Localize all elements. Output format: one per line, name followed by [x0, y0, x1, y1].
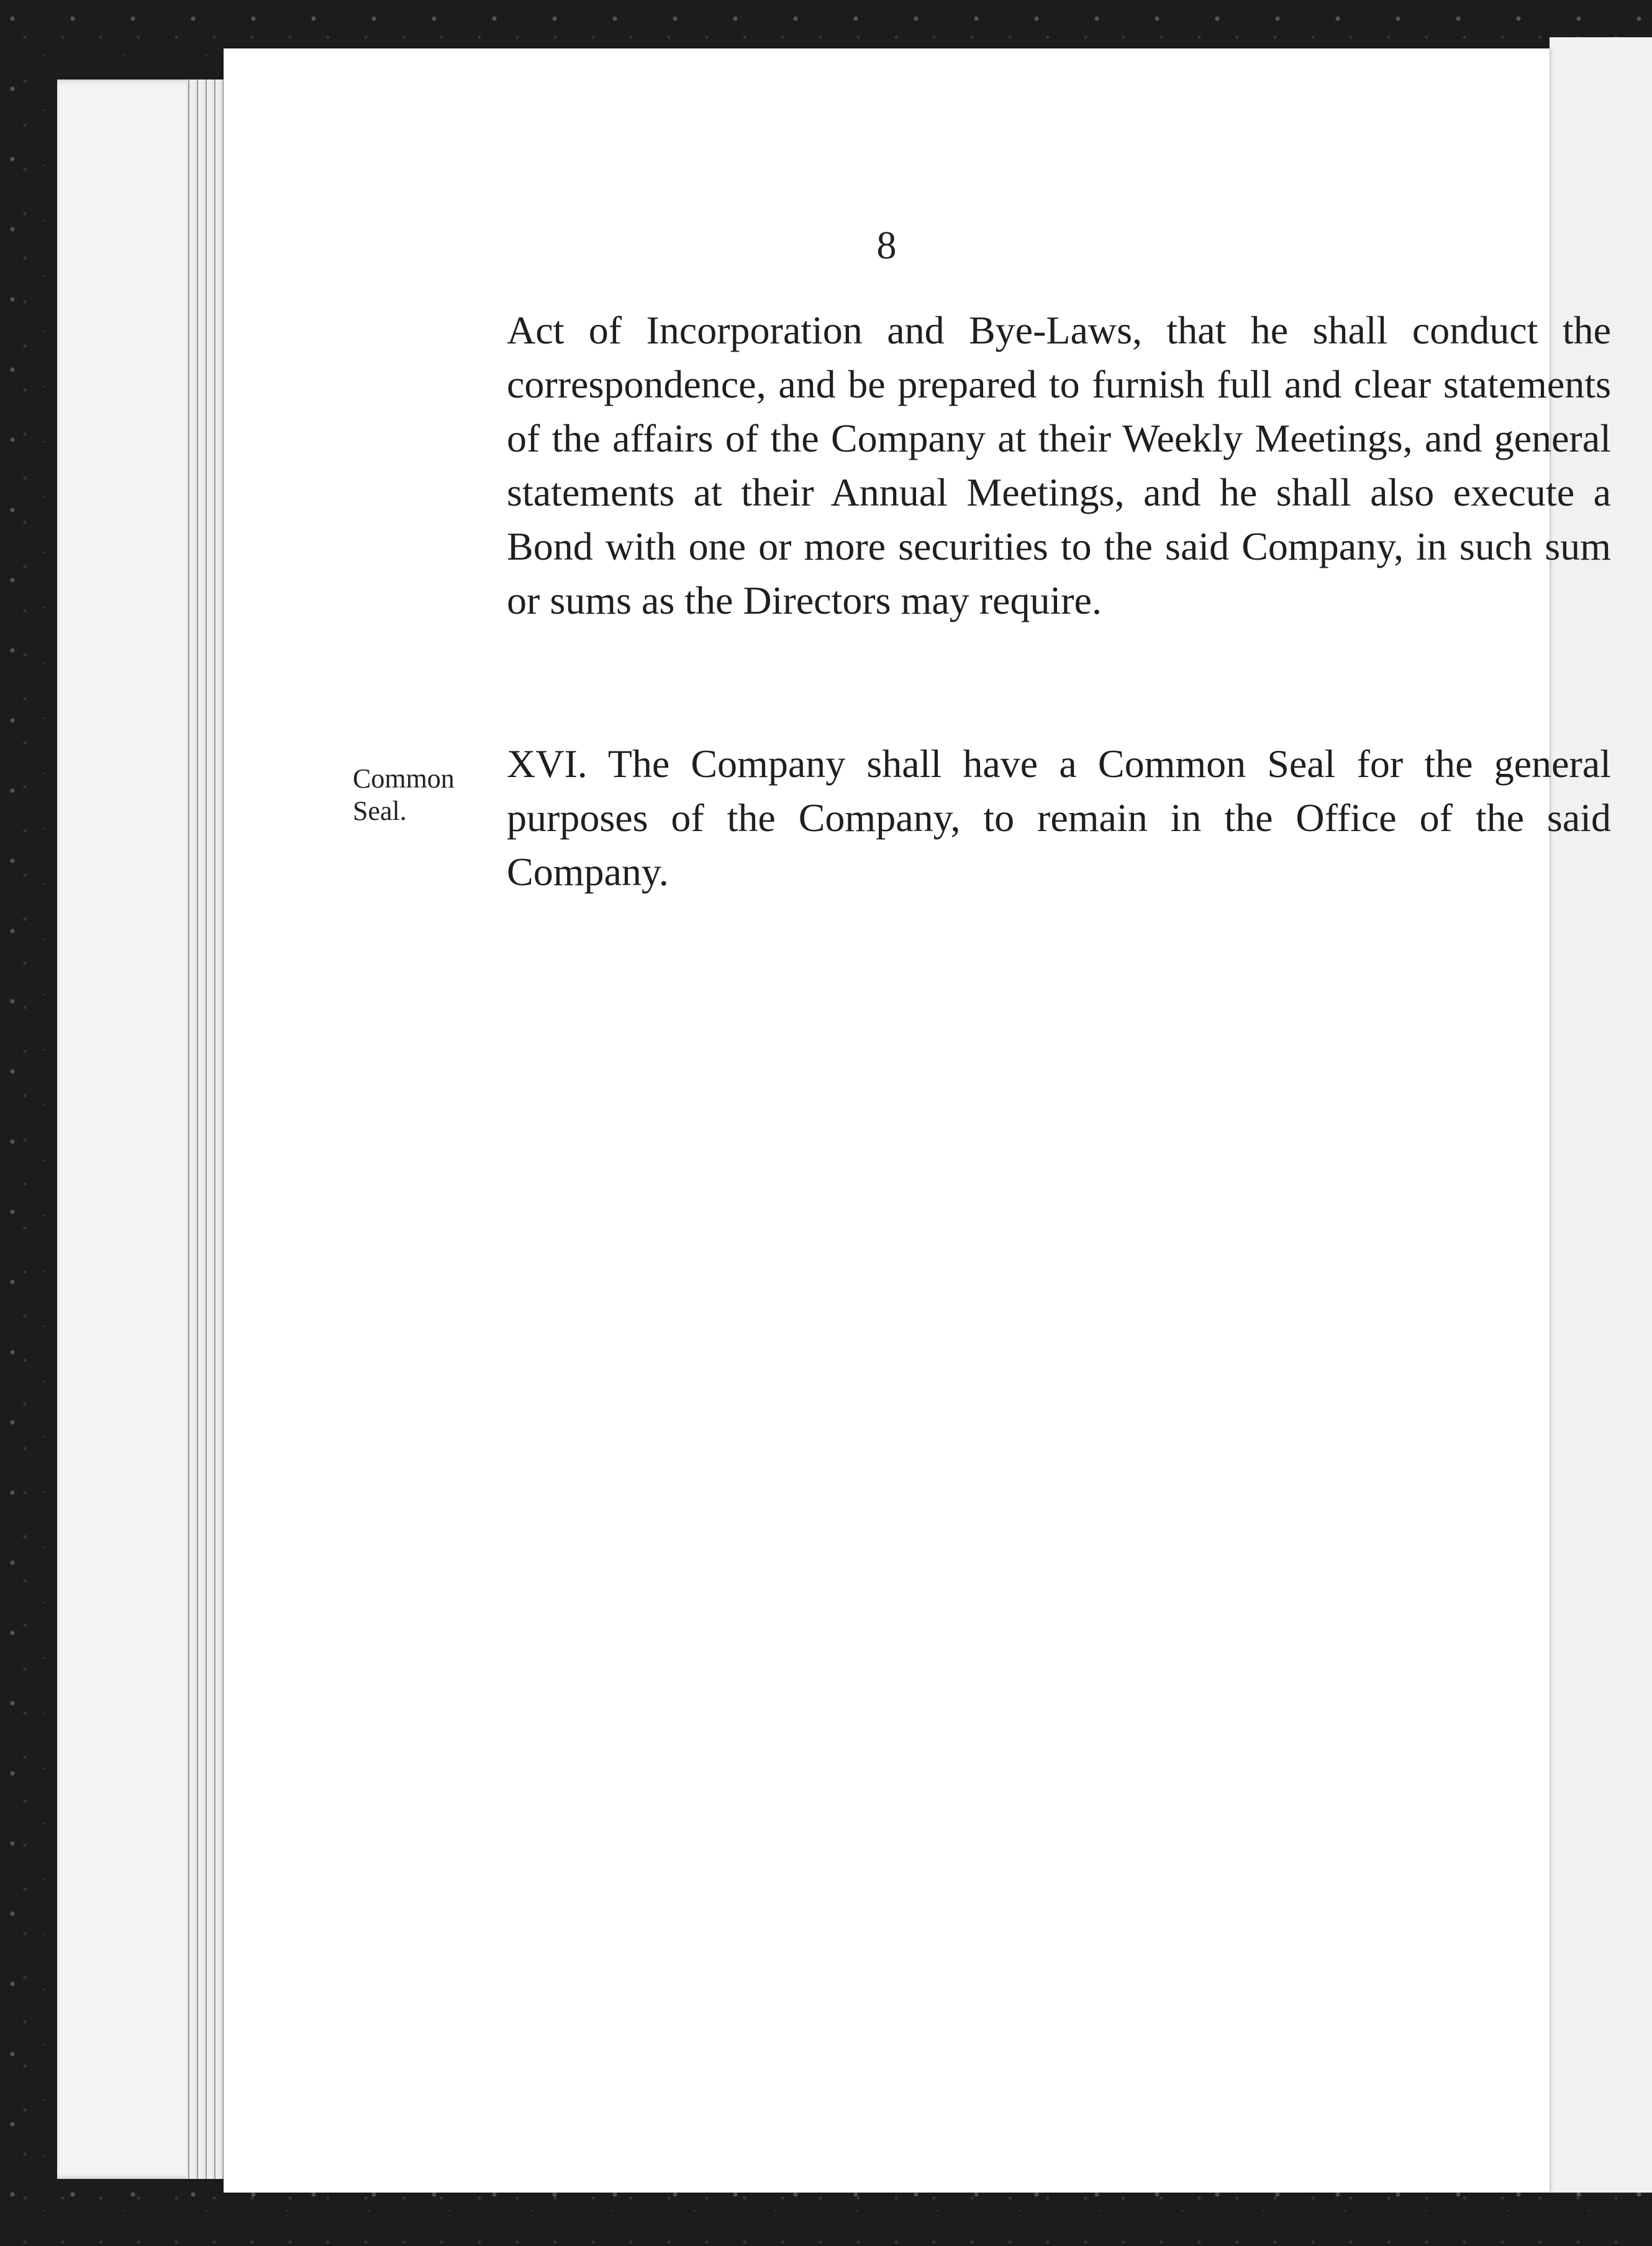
document-page: [224, 48, 1611, 2193]
paragraph-duties: Act of Incorporation and Bye-Laws, that he shall conduct the correspondence, and be prepared to furnish full and clear statements of the affairs of the Company at their Weekly Meetings, and general statements at their Annual Meetings, and he shall also execute a Bond with one or more securities to the said Company, in such sum or sums as the Directors may require.: [507, 308, 1611, 622]
sidenote-line-2: Seal.: [353, 796, 407, 826]
page-number: 8: [876, 223, 897, 267]
paragraph-common-seal: XVI. The Company shall have a Common Seal for the general purposes of the Company, to remain in the Office of the said Company.: [507, 742, 1611, 894]
sidenote-line-1: Common: [353, 763, 455, 794]
sidenote-common-seal: [353, 763, 455, 827]
